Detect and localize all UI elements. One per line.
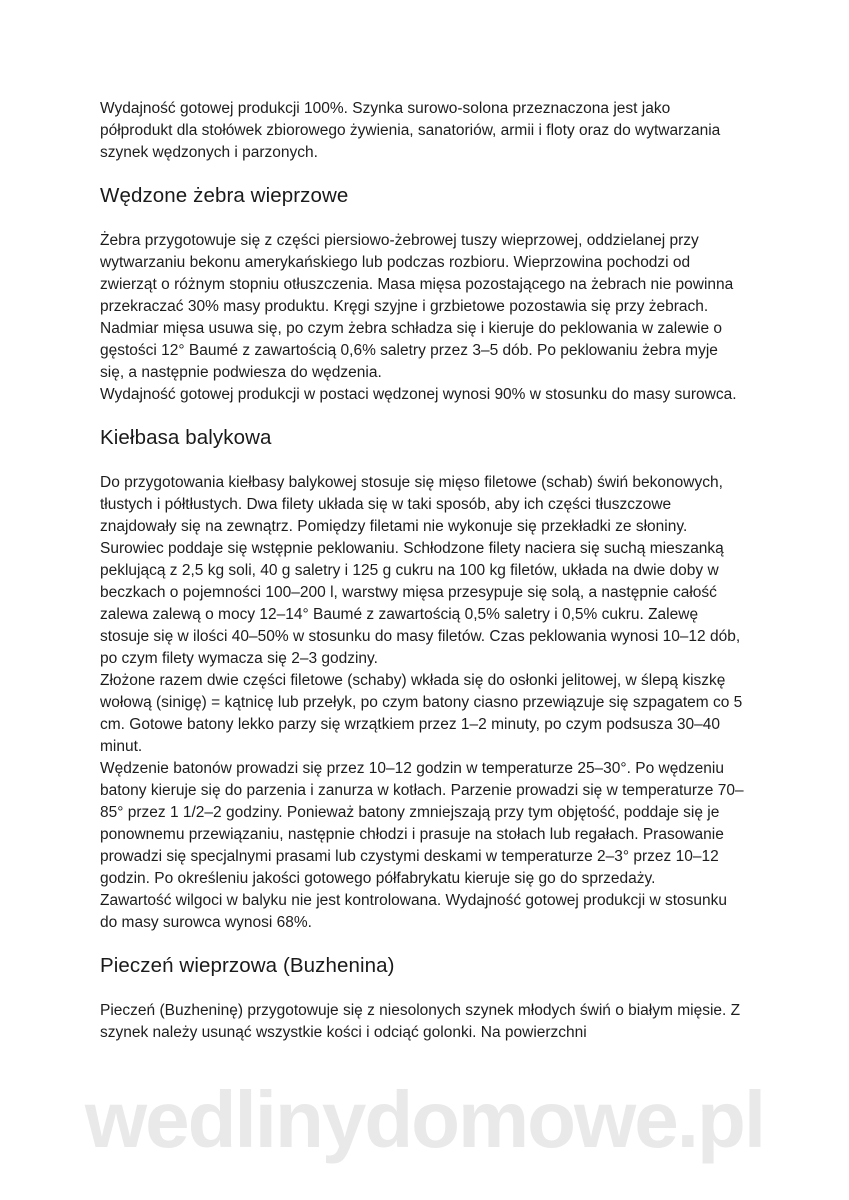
paragraph: Surowiec poddaje się wstępnie peklowaniu. Schłodzone filety naciera się suchą mieszanką peklującą z 2,5 kg soli, 40 g saletry i 125 g cukru na 100 kg filetów, układa na dwie doby w beczkach o pojemności 100–200 l, warstwy mięsa przesypuje się solą, a następnie całość zalewa zalewą o mocy 12–14° Baumé z zawartością 0,5% saletry i 0,5% cukru. Zalewę stosuje się w ilości 40–50% w stosunku do masy filetów. Czas peklowania wynosi 10–12 dób, po czym filety wymacza się 2–3 godziny. bbox=[100, 540, 741, 667]
paragraph: Zawartość wilgoci w balyku nie jest kontrolowana. Wydajność gotowej produkcji w stosunku do masy surowca wynosi 68%. bbox=[100, 892, 728, 931]
paragraph: Pieczeń (Buzheninę) przygotowuje się z niesolonych szynek młodych świń o białym mięsie. Z szynek należy usunąć wszystkie kości i odciąć golonki. Na powierzchni bbox=[100, 1002, 741, 1041]
section-heading-pieczen-wieprzowa: Pieczeń wieprzowa (Buzhenina) bbox=[100, 954, 395, 977]
section-heading-wedzone-zebra-wieprzowe: Wędzone żebra wieprzowe bbox=[100, 184, 349, 207]
watermark-text: wedlinydomowe.pl bbox=[84, 1075, 765, 1164]
paragraph: Wędzenie batonów prowadzi się przez 10–12 godzin w temperaturze 25–30°. Po wędzeniu batony kieruje się do parzenia i zanurza w kotłach. Parzenie prowadzi się w temperaturze 70–85° przez 1 1/2–2 godziny. Ponieważ batony zmniejszają przy tym objętość, poddaje się je ponownemu przewiązaniu, następnie chłodzi i prasuje na stołach lub regałach. Prasowanie prowadzi się specjalnymi prasami lub czystymi deskami w temperaturze 2–3° przez 10–12 godzin. Po określeniu jakości gotowego półfabrykatu kieruje się go do sprzedaży. bbox=[100, 760, 744, 887]
intro-paragraph: Wydajność gotowej produkcji 100%. Szynka surowo-solona przeznaczona jest jako półprodukt dla stołówek zbiorowego żywienia, sanatoriów, armii i floty oraz do wytwarzania szynek wędzonych i parzonych. bbox=[100, 100, 721, 161]
paragraph: Do przygotowania kiełbasy balykowej stosuje się mięso filetowe (schab) świń bekonowych, tłustych i półtłustych. Dwa filety układa się w taki sposób, aby ich części tłuszczowe znajdowały się na zewnątrz. Pomiędzy filetami nie wykonuje się przekładki ze słoniny. bbox=[100, 474, 723, 535]
paragraph: Żebra przygotowuje się z części piersiowo-żebrowej tuszy wieprzowej, oddzielanej przy wytwarzaniu bekonu amerykańskiego lub podczas rozbioru. Wieprzowina pochodzi od zwierząt o różnym stopniu otłuszczenia. Masa mięsa pozostającego na żebrach nie powinna przekraczać 30% masy produktu. Kręgi szyjne i grzbietowe pozostawia się przy żebrach. Nadmiar mięsa usuwa się, po czym żebra schładza się i kieruje do peklowania w zalewie o gęstości 12° Baumé z zawartością 0,6% saletry przez 3–5 dób. Po peklowaniu żebra myje się, a następnie podwiesza do wędzenia. bbox=[100, 232, 734, 381]
paragraph: Złożone razem dwie części filetowe (schaby) wkłada się do osłonki jelitowej, w ślepą kiszkę wołową (sinigę) = kątnicę lub przełyk, po czym batony ciasno przewiązuje się szpagatem co 5 cm. Gotowe batony lekko parzy się wrzątkiem przez 1–2 minuty, po czym podsusza 30–40 minut. bbox=[100, 672, 743, 755]
document-content bbox=[100, 98, 745, 1044]
paragraph: Wydajność gotowej produkcji w postaci wędzonej wynosi 90% w stosunku do masy surowca. bbox=[100, 386, 737, 403]
section-heading-kielbasa-balykowa: Kiełbasa balykowa bbox=[100, 426, 272, 449]
